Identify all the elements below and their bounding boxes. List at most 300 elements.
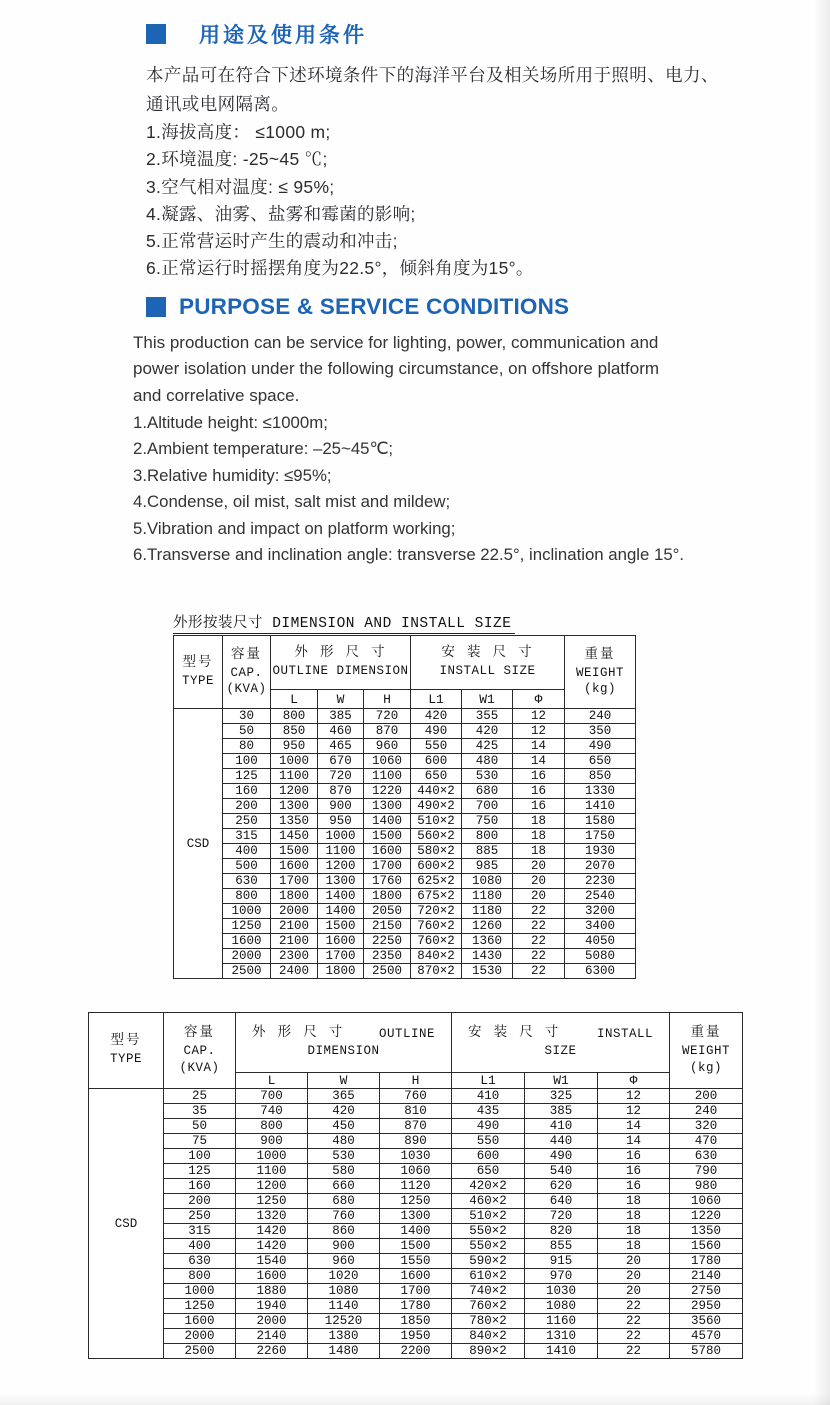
column-header: L	[271, 690, 318, 709]
data-cell: 3400	[565, 919, 636, 934]
table-row	[89, 1314, 743, 1329]
table-row	[174, 889, 636, 904]
data-cell: 1380	[308, 1329, 380, 1344]
data-cell: 1580	[565, 814, 636, 829]
data-cell: 16	[513, 769, 565, 784]
data-cell: 980	[670, 1179, 743, 1194]
data-cell: 1450	[271, 829, 318, 844]
list-item: 1.Altitude height: ≤1000m;	[133, 412, 328, 432]
data-cell: 2500	[223, 964, 271, 979]
data-cell: 950	[318, 814, 364, 829]
dimension-table-1	[173, 611, 636, 979]
data-cell: 1500	[318, 919, 364, 934]
data-cell: 325	[525, 1089, 598, 1104]
table-row	[89, 1269, 743, 1284]
data-cell: 22	[598, 1299, 670, 1314]
data-cell: 630	[670, 1149, 743, 1164]
data-cell: 840×2	[452, 1329, 525, 1344]
data-cell: 1000	[164, 1284, 236, 1299]
paragraph-cn: 本产品可在符合下述环境条件下的海洋平台及相关场所用于照明、电力、通讯或电网隔离。	[146, 65, 719, 114]
data-cell: 850	[565, 769, 636, 784]
data-cell: 1080	[462, 874, 513, 889]
data-cell: 1300	[380, 1209, 452, 1224]
data-cell: 800	[236, 1119, 308, 1134]
data-cell: 14	[598, 1119, 670, 1134]
data-cell: 950	[271, 739, 318, 754]
section-title-cn: 用途及使用条件	[199, 24, 367, 47]
list-item: 2.Ambient temperature: –25~45℃;	[133, 439, 393, 459]
data-cell: 590×2	[452, 1254, 525, 1269]
data-cell: 200	[223, 799, 271, 814]
data-cell: 75	[164, 1134, 236, 1149]
list-item: 3.空气相对温度: ≤ 95%;	[146, 176, 335, 197]
data-cell: 18	[598, 1224, 670, 1239]
data-cell: 2150	[364, 919, 411, 934]
data-cell: 2350	[364, 949, 411, 964]
data-cell: 20	[513, 874, 565, 889]
list-item: 6.Transverse and inclination angle: transverse 22.5°, inclination angle 15°.	[133, 544, 685, 564]
data-cell: 760×2	[452, 1299, 525, 1314]
data-cell: 2250	[364, 934, 411, 949]
list-item: 2.环境温度: -25~45 ℃;	[146, 149, 328, 170]
data-cell: 30	[223, 709, 271, 724]
data-cell: 1700	[271, 874, 318, 889]
data-cell: 1850	[380, 1314, 452, 1329]
data-cell: 2500	[364, 964, 411, 979]
data-cell: 650	[411, 769, 462, 784]
data-cell: 800	[271, 709, 318, 724]
data-cell: 25	[164, 1089, 236, 1104]
data-cell: 16	[513, 784, 565, 799]
data-cell: 14	[513, 754, 565, 769]
data-cell: 1200	[236, 1179, 308, 1194]
data-cell: 12520	[308, 1314, 380, 1329]
column-header: W	[308, 1073, 380, 1089]
data-cell: 240	[670, 1104, 743, 1119]
data-cell: 425	[462, 739, 513, 754]
list-item: 5.正常营运时产生的震动和冲击;	[146, 231, 398, 252]
data-cell: 12	[513, 709, 565, 724]
data-cell: 1700	[364, 859, 411, 874]
table-row	[174, 964, 636, 979]
data-cell: 960	[364, 739, 411, 754]
data-cell: 2140	[236, 1329, 308, 1344]
header-weight: 重量 WEIGHT (kg)	[670, 1013, 743, 1089]
data-cell: 2000	[236, 1314, 308, 1329]
data-cell: 1500	[271, 844, 318, 859]
data-cell: 490×2	[411, 799, 462, 814]
data-cell: 200	[164, 1194, 236, 1209]
data-cell: 1780	[380, 1299, 452, 1314]
data-cell: 1400	[318, 904, 364, 919]
data-cell: 350	[565, 724, 636, 739]
data-cell: 3560	[670, 1314, 743, 1329]
data-cell: 1250	[380, 1194, 452, 1209]
page-edge-shading-bottom	[0, 1393, 830, 1405]
data-cell: 200	[670, 1089, 743, 1104]
header-type: 型号 TYPE	[89, 1013, 164, 1089]
data-cell: 250	[223, 814, 271, 829]
section-english	[133, 292, 793, 568]
data-cell: 460×2	[452, 1194, 525, 1209]
data-cell: 2400	[271, 964, 318, 979]
data-cell: 1410	[565, 799, 636, 814]
data-cell: 870	[380, 1119, 452, 1134]
table-row	[174, 724, 636, 739]
data-cell: 700	[462, 799, 513, 814]
data-cell: 890×2	[452, 1344, 525, 1359]
header-outline-dimension: 外 形 尺 寸 OUTLINE DIMENSION	[236, 1013, 452, 1073]
data-cell: 1100	[271, 769, 318, 784]
data-cell: 465	[318, 739, 364, 754]
data-cell: 985	[462, 859, 513, 874]
data-cell: 1400	[318, 889, 364, 904]
data-cell: 1600	[223, 934, 271, 949]
data-cell: 50	[164, 1119, 236, 1134]
data-cell: 760×2	[411, 934, 462, 949]
data-cell: 1000	[318, 829, 364, 844]
data-cell: 740×2	[452, 1284, 525, 1299]
data-cell: 20	[598, 1254, 670, 1269]
column-header: W1	[525, 1073, 598, 1089]
data-cell: 580×2	[411, 844, 462, 859]
data-cell: 1310	[525, 1329, 598, 1344]
data-cell: 4050	[565, 934, 636, 949]
header-weight: 重量 WEIGHT (kg)	[565, 636, 636, 709]
table-title: 外形按装尺寸 DIMENSION AND INSTALL SIZE	[173, 611, 515, 634]
data-cell: 3200	[565, 904, 636, 919]
data-cell: 420	[462, 724, 513, 739]
table-row	[89, 1149, 743, 1164]
table-row	[174, 709, 636, 724]
data-cell: 2000	[223, 949, 271, 964]
data-cell: 900	[318, 799, 364, 814]
table-row	[89, 1164, 743, 1179]
data-cell: 1420	[236, 1224, 308, 1239]
data-cell: 1250	[223, 919, 271, 934]
table-row	[174, 904, 636, 919]
paragraph-en: This production can be service for lighting, power, communication and power isolation under the following circumstance, on offshore platform and correlative space.	[133, 333, 660, 405]
data-cell: 1600	[164, 1314, 236, 1329]
data-cell: 560×2	[411, 829, 462, 844]
data-cell: 625×2	[411, 874, 462, 889]
data-cell: 1500	[364, 829, 411, 844]
data-cell: 18	[513, 829, 565, 844]
column-header: L	[236, 1073, 308, 1089]
data-cell: 1030	[525, 1284, 598, 1299]
data-cell: 1250	[164, 1299, 236, 1314]
data-cell: 1100	[364, 769, 411, 784]
data-cell: 20	[513, 889, 565, 904]
data-cell: 630	[164, 1254, 236, 1269]
data-cell: 420×2	[452, 1179, 525, 1194]
data-cell: 530	[308, 1149, 380, 1164]
data-cell: 14	[598, 1134, 670, 1149]
data-cell: 440×2	[411, 784, 462, 799]
data-cell: 1530	[462, 964, 513, 979]
table-row	[174, 949, 636, 964]
data-cell: 16	[598, 1149, 670, 1164]
data-cell: 1140	[308, 1299, 380, 1314]
table-row	[89, 1344, 743, 1359]
data-cell: 620	[525, 1179, 598, 1194]
column-header: W	[318, 690, 364, 709]
column-header: Φ	[598, 1073, 670, 1089]
data-cell: 650	[452, 1164, 525, 1179]
data-cell: 5780	[670, 1344, 743, 1359]
header-install-size: 安 装 尺 寸 INSTALL SIZE	[411, 636, 565, 690]
data-cell: 1160	[525, 1314, 598, 1329]
table-row	[89, 1119, 743, 1134]
data-cell: 820	[525, 1224, 598, 1239]
data-cell: 50	[223, 724, 271, 739]
data-cell: 640	[525, 1194, 598, 1209]
data-cell: 435	[452, 1104, 525, 1119]
table-row	[174, 769, 636, 784]
data-cell: 2750	[670, 1284, 743, 1299]
data-cell: 610×2	[452, 1269, 525, 1284]
data-cell: 2140	[670, 1269, 743, 1284]
data-cell: 160	[223, 784, 271, 799]
data-cell: 20	[513, 859, 565, 874]
data-cell: 1350	[271, 814, 318, 829]
data-cell: 1930	[565, 844, 636, 859]
data-cell: 490	[411, 724, 462, 739]
data-cell: 16	[598, 1179, 670, 1194]
table-row	[174, 799, 636, 814]
data-cell: 20	[598, 1269, 670, 1284]
data-cell: 1200	[318, 859, 364, 874]
table-row	[89, 1134, 743, 1149]
list-item: 1.海拔高度： ≤1000 m;	[146, 122, 331, 142]
data-cell: 2260	[236, 1344, 308, 1359]
data-cell: 650	[565, 754, 636, 769]
data-cell: 1600	[364, 844, 411, 859]
data-cell: 1180	[462, 904, 513, 919]
list-item: 4.凝露、油雾、盐雾和霉菌的影响;	[146, 203, 416, 224]
data-cell: 890	[380, 1134, 452, 1149]
data-cell: 100	[164, 1149, 236, 1164]
table-row	[89, 1299, 743, 1314]
data-cell: 22	[513, 904, 565, 919]
data-cell: 1100	[236, 1164, 308, 1179]
table-row	[174, 934, 636, 949]
data-cell: 860	[308, 1224, 380, 1239]
data-cell: 410	[525, 1119, 598, 1134]
data-cell: 1600	[271, 859, 318, 874]
table-row	[89, 1104, 743, 1119]
header-capacity: 容量 CAP. (KVA)	[164, 1013, 236, 1089]
data-cell: 1950	[380, 1329, 452, 1344]
column-header: H	[364, 690, 411, 709]
data-cell: 870×2	[411, 964, 462, 979]
data-cell: 1480	[308, 1344, 380, 1359]
data-cell: 700	[236, 1089, 308, 1104]
data-cell: 6300	[565, 964, 636, 979]
list-item: 6.正常运行时摇摆角度为22.5°，倾斜角度为15°。	[146, 258, 534, 279]
data-cell: 22	[513, 949, 565, 964]
data-cell: 790	[670, 1164, 743, 1179]
data-cell: 385	[525, 1104, 598, 1119]
data-cell: 320	[670, 1119, 743, 1134]
data-cell: 600×2	[411, 859, 462, 874]
data-cell: 12	[598, 1104, 670, 1119]
data-cell: 600	[452, 1149, 525, 1164]
blue-square-bullet-icon	[146, 24, 166, 44]
data-cell: 450	[308, 1119, 380, 1134]
data-cell: 1030	[380, 1149, 452, 1164]
column-header: H	[380, 1073, 452, 1089]
section-chinese	[146, 21, 756, 283]
list-item: 3.Relative humidity: ≤95%;	[133, 465, 332, 485]
data-cell: 1260	[462, 919, 513, 934]
data-cell: 1120	[380, 1179, 452, 1194]
data-cell: 760×2	[411, 919, 462, 934]
table-row	[89, 1194, 743, 1209]
data-cell: 1800	[271, 889, 318, 904]
data-cell: 680	[462, 784, 513, 799]
data-cell: 750	[462, 814, 513, 829]
column-header: W1	[462, 690, 513, 709]
data-cell: 1080	[308, 1284, 380, 1299]
data-cell: 2100	[271, 934, 318, 949]
section-heading-en	[146, 292, 793, 322]
table-row	[89, 1179, 743, 1194]
data-cell: 1360	[462, 934, 513, 949]
dimension-table-2	[88, 1012, 743, 1359]
data-cell: 550	[452, 1134, 525, 1149]
data-cell: 1500	[380, 1239, 452, 1254]
data-cell: 2230	[565, 874, 636, 889]
data-cell: 490	[452, 1119, 525, 1134]
data-cell: 510×2	[411, 814, 462, 829]
data-cell: 1880	[236, 1284, 308, 1299]
data-cell: 900	[236, 1134, 308, 1149]
blue-square-bullet-icon	[146, 297, 166, 317]
type-cell: CSD	[89, 1089, 164, 1359]
data-cell: 530	[462, 769, 513, 784]
data-cell: 780×2	[452, 1314, 525, 1329]
data-cell: 915	[525, 1254, 598, 1269]
data-cell: 540	[525, 1164, 598, 1179]
data-cell: 1080	[525, 1299, 598, 1314]
column-header: L1	[452, 1073, 525, 1089]
data-cell: 470	[670, 1134, 743, 1149]
header-capacity: 容量 CAP. (KVA)	[223, 636, 271, 709]
data-cell: 1330	[565, 784, 636, 799]
data-cell: 250	[164, 1209, 236, 1224]
data-cell: 2300	[271, 949, 318, 964]
data-cell: 1600	[318, 934, 364, 949]
data-cell: 1000	[271, 754, 318, 769]
data-cell: 365	[308, 1089, 380, 1104]
data-cell: 4570	[670, 1329, 743, 1344]
data-cell: 2500	[164, 1344, 236, 1359]
data-cell: 2050	[364, 904, 411, 919]
data-cell: 125	[223, 769, 271, 784]
data-cell: 1420	[236, 1239, 308, 1254]
data-cell: 500	[223, 859, 271, 874]
data-cell: 22	[513, 919, 565, 934]
list-item: 4.Condense, oil mist, salt mist and mildew;	[133, 492, 451, 512]
data-cell: 670	[318, 754, 364, 769]
data-cell: 100	[223, 754, 271, 769]
data-cell: 2000	[271, 904, 318, 919]
data-cell: 1410	[525, 1344, 598, 1359]
data-cell: 855	[525, 1239, 598, 1254]
data-cell: 460	[318, 724, 364, 739]
data-cell: 440	[525, 1134, 598, 1149]
data-cell: 720	[525, 1209, 598, 1224]
data-cell: 420	[411, 709, 462, 724]
data-cell: 1430	[462, 949, 513, 964]
data-cell: 22	[513, 934, 565, 949]
data-cell: 510×2	[452, 1209, 525, 1224]
data-cell: 720×2	[411, 904, 462, 919]
section-title-en: PURPOSE & SERVICE CONDITIONS	[179, 294, 570, 319]
section-heading-cn	[146, 21, 756, 47]
data-cell: 1180	[462, 889, 513, 904]
column-header: L1	[411, 690, 462, 709]
data-cell: 35	[164, 1104, 236, 1119]
data-cell: 18	[598, 1194, 670, 1209]
data-cell: 315	[223, 829, 271, 844]
data-cell: 960	[308, 1254, 380, 1269]
data-cell: 125	[164, 1164, 236, 1179]
data-cell: 80	[223, 739, 271, 754]
data-cell: 2000	[164, 1329, 236, 1344]
data-cell: 1000	[223, 904, 271, 919]
data-cell: 1550	[380, 1254, 452, 1269]
data-cell: 5080	[565, 949, 636, 964]
data-cell: 22	[598, 1314, 670, 1329]
table-row	[174, 874, 636, 889]
data-cell: 1000	[236, 1149, 308, 1164]
data-cell: 885	[462, 844, 513, 859]
dimension-install-table-1	[173, 635, 636, 979]
data-cell: 680	[308, 1194, 380, 1209]
condition-list-cn	[146, 119, 756, 283]
data-cell: 22	[513, 964, 565, 979]
data-cell: 490	[565, 739, 636, 754]
data-cell: 1400	[380, 1224, 452, 1239]
data-cell: 410	[452, 1089, 525, 1104]
data-cell: 800	[164, 1269, 236, 1284]
data-cell: 850	[271, 724, 318, 739]
data-cell: 2200	[380, 1344, 452, 1359]
data-cell: 760	[380, 1089, 452, 1104]
data-cell: 1300	[318, 874, 364, 889]
header-outline-dimension: 外 形 尺 寸 OUTLINE DIMENSION	[271, 636, 411, 690]
data-cell: 580	[308, 1164, 380, 1179]
data-cell: 870	[364, 724, 411, 739]
data-cell: 1780	[670, 1254, 743, 1269]
data-cell: 1540	[236, 1254, 308, 1269]
data-cell: 1300	[271, 799, 318, 814]
data-cell: 1300	[364, 799, 411, 814]
data-cell: 16	[513, 799, 565, 814]
data-cell: 550×2	[452, 1224, 525, 1239]
data-cell: 1750	[565, 829, 636, 844]
data-cell: 1400	[364, 814, 411, 829]
data-cell: 18	[598, 1209, 670, 1224]
page-edge-shading-right	[814, 0, 830, 1405]
type-cell: CSD	[174, 709, 223, 979]
data-cell: 660	[308, 1179, 380, 1194]
data-cell: 1220	[364, 784, 411, 799]
data-cell: 1600	[236, 1269, 308, 1284]
data-cell: 810	[380, 1104, 452, 1119]
